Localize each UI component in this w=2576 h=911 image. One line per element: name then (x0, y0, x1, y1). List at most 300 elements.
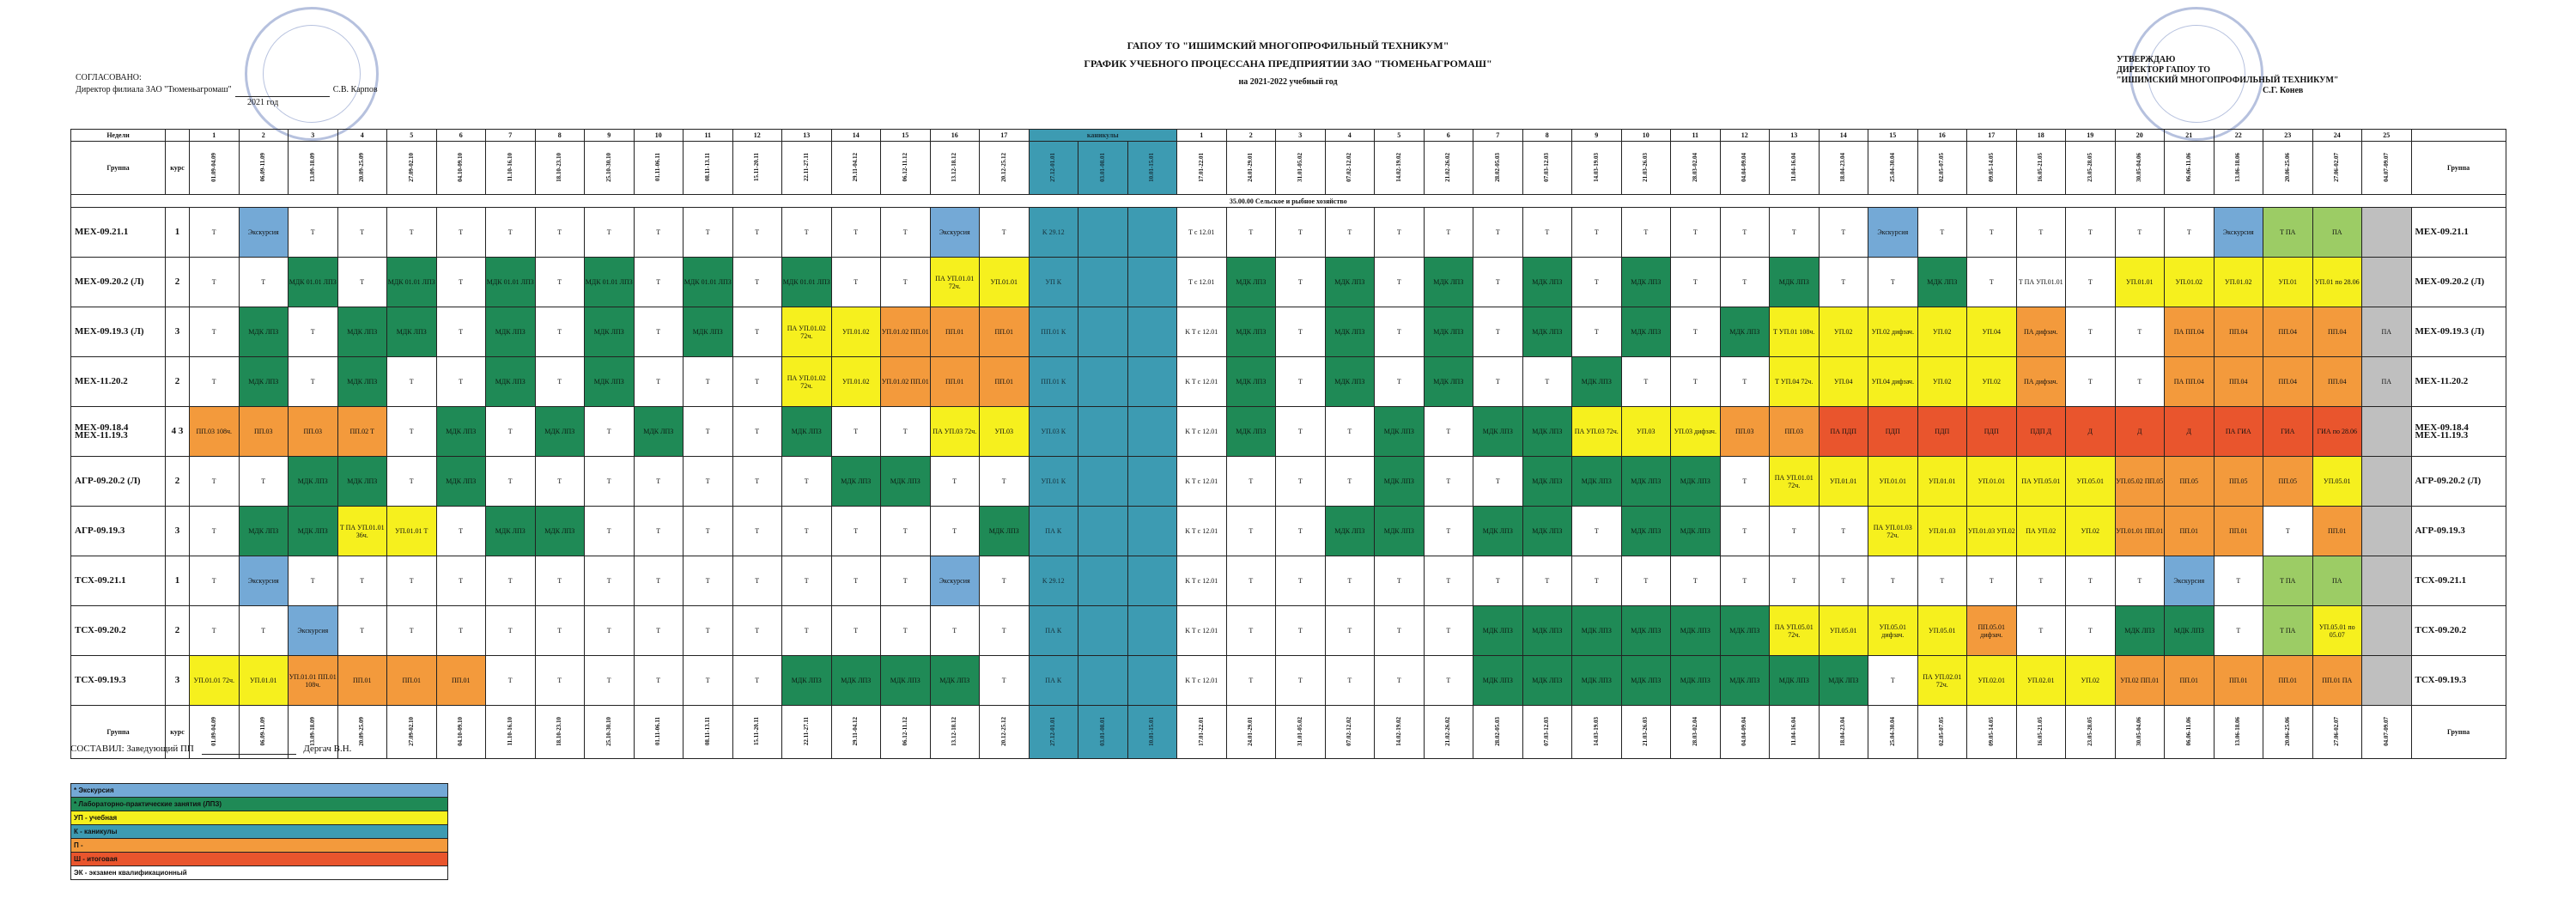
week-date-footer (436, 706, 486, 759)
approved-name: С.Г. Конев (2263, 86, 2304, 95)
schedule-cell: T (1325, 208, 1375, 258)
week-date-footer (1375, 706, 1425, 759)
schedule-cell: МДК ЛПЗ (1720, 307, 1770, 357)
week-date-footer-text: 20.12-25.12 (999, 716, 1007, 746)
schedule-cell: T (1522, 357, 1572, 407)
schedule-cell: МДК ЛПЗ (1522, 258, 1572, 307)
schedule-cell: T (1671, 556, 1721, 606)
week-date (1473, 142, 1523, 195)
schedule-cell: T (1473, 307, 1523, 357)
schedule-cell: МДК ЛПЗ (387, 307, 437, 357)
schedule-cell: T (387, 457, 437, 507)
schedule-cell: T (2016, 606, 2066, 656)
week-date-footer (2214, 706, 2263, 759)
week-date (2066, 142, 2116, 195)
schedule-cell: T (1325, 656, 1375, 706)
schedule-cell: T (980, 457, 1030, 507)
schedule-cell: МДК ЛПЗ (585, 307, 635, 357)
schedule-cell: ПП.05 (2165, 457, 2215, 507)
schedule-cell: T (1325, 457, 1375, 507)
schedule-cell: T (1276, 457, 1326, 507)
week-date-footer (683, 706, 733, 759)
schedule-cell: T (732, 258, 782, 307)
schedule-cell: МДК ЛПЗ (1522, 656, 1572, 706)
schedule-cell: МДК ЛПЗ (1424, 258, 1473, 307)
schedule-cell: МДК ЛПЗ (1621, 507, 1671, 556)
schedule-cell: УП.02 (2066, 656, 2116, 706)
approved-title: УТВЕРЖДАЮ (2117, 55, 2176, 64)
week-date-footer-text: 04.04-09.04 (1741, 716, 1748, 746)
schedule-cell: T (782, 556, 832, 606)
schedule-cell: МДК ЛПЗ (1226, 407, 1276, 457)
schedule-cell: T УП.01 108ч. (1770, 307, 1820, 357)
schedule-cell (1078, 656, 1128, 706)
schedule-cell: T (634, 656, 683, 706)
schedule-cell: МДК ЛПЗ (634, 407, 683, 457)
schedule-cell: T (1671, 258, 1721, 307)
week-number: 10 (634, 130, 683, 142)
week-date (980, 142, 1030, 195)
schedule-cell: T (1522, 556, 1572, 606)
schedule-cell: T (634, 357, 683, 407)
schedule-cell: МДК ЛПЗ (1621, 258, 1671, 307)
schedule-cell: T (2066, 208, 2116, 258)
schedule-cell (1078, 507, 1128, 556)
schedule-cell: УП.01.01 (980, 258, 1030, 307)
schedule-cell: T (1424, 507, 1473, 556)
week-number: 3 (289, 130, 338, 142)
schedule-cell: T (1917, 208, 1967, 258)
schedule-cell (1078, 407, 1128, 457)
week-date (1375, 142, 1425, 195)
schedule-cell: T с 12.01 (1177, 208, 1227, 258)
week-header-label: Недели (71, 130, 166, 142)
schedule-cell: T (930, 606, 980, 656)
schedule-cell: Экскурсия (930, 208, 980, 258)
schedule-cell: ПА ПДП (1819, 407, 1868, 457)
week-number: 6 (1424, 130, 1473, 142)
schedule-cell: МДК ЛПЗ (1473, 407, 1523, 457)
schedule-cell: T (436, 357, 486, 407)
schedule-cell: ПА УП.03 72ч. (930, 407, 980, 457)
schedule-cell: T (881, 556, 931, 606)
week-date-footer (2263, 706, 2313, 759)
schedule-cell (1078, 606, 1128, 656)
week-date-footer (535, 706, 585, 759)
week-date-text: 18.10-23.10 (556, 152, 563, 182)
schedule-cell: УП.05.01 (2066, 457, 2116, 507)
schedule-cell: T (1473, 556, 1523, 606)
week-date-footer-text: 27.09-02.10 (407, 716, 415, 746)
schedule-cell: T (1375, 357, 1425, 407)
week-date-text: 13.12-18.12 (951, 152, 958, 182)
week-number: 14 (831, 130, 881, 142)
week-date (190, 142, 240, 195)
schedule-cell: T (683, 507, 733, 556)
week-date-text: 06.06-11.06 (2184, 152, 2192, 182)
schedule-cell: УП.01.01 T (387, 507, 437, 556)
schedule-cell: T (436, 258, 486, 307)
schedule-cell: ПП.01 К (1029, 307, 1078, 357)
schedule-cell: T (732, 407, 782, 457)
schedule-cell: МДК 01.01 ЛПЗ (387, 258, 437, 307)
schedule-cell: МДК ЛПЗ (1522, 457, 1572, 507)
week-date-footer (1671, 706, 1721, 759)
week-date-text: 09.05-14.05 (1987, 152, 1995, 182)
week-date-text: 29.11-04.12 (852, 152, 860, 182)
week-number: 13 (1770, 130, 1820, 142)
week-number: 15 (1868, 130, 1918, 142)
week-date-footer (1522, 706, 1572, 759)
week-date-footer (1029, 706, 1078, 759)
schedule-cell: T (2165, 208, 2215, 258)
group-name-right: ТСХ-09.21.1 (2411, 556, 2506, 606)
week-date-text: 21.02-26.02 (1444, 152, 1452, 182)
schedule-cell: T (1572, 507, 1622, 556)
schedule-cell: K 29.12 (1029, 556, 1078, 606)
week-date-footer (1770, 706, 1820, 759)
schedule-cell: T (1967, 258, 2017, 307)
schedule-cell (1127, 407, 1177, 457)
group-name: МЕХ-11.20.2 (71, 357, 166, 407)
schedule-cell: T (387, 357, 437, 407)
week-date (1967, 142, 2017, 195)
schedule-cell: МДК ЛПЗ (1572, 457, 1622, 507)
schedule-cell (1127, 307, 1177, 357)
week-date-text: 04.04-09.04 (1741, 152, 1748, 182)
schedule-cell: T (1473, 457, 1523, 507)
schedule-cell: T (585, 556, 635, 606)
week-date (289, 142, 338, 195)
agreed-position: Директор филиала ЗАО "Тюменьагромаш" (76, 85, 232, 94)
schedule-cell: Экскурсия (239, 208, 289, 258)
schedule-cell (2362, 208, 2412, 258)
schedule-cell: T (1375, 656, 1425, 706)
schedule-cell: T (190, 307, 240, 357)
schedule-cell: ГИА по 28.06 (2312, 407, 2362, 457)
schedule-cell: МДК ЛПЗ (1375, 507, 1425, 556)
week-date-text: 27.06-02.07 (2333, 152, 2341, 182)
schedule-cell: T (289, 556, 338, 606)
schedule-cell: ПП.01 К (1029, 357, 1078, 407)
week-number: 5 (1375, 130, 1425, 142)
schedule-cell: ПП.04 (2312, 357, 2362, 407)
schedule-cell (1127, 556, 1177, 606)
schedule-cell: МДК ЛПЗ (1770, 656, 1820, 706)
schedule-cell: T (1572, 556, 1622, 606)
schedule-cell: T (1473, 258, 1523, 307)
schedule-cell: ПП.01 (2165, 507, 2215, 556)
schedule-cell: МДК ЛПЗ (1621, 656, 1671, 706)
schedule-cell: T (1770, 556, 1820, 606)
schedule-cell: УП.01.02 (2165, 258, 2215, 307)
schedule-cell: T (2115, 307, 2165, 357)
schedule-cell: T (1226, 208, 1276, 258)
schedule-cell: Экскурсия (239, 556, 289, 606)
week-date-footer-text: 11.04-16.04 (1789, 716, 1797, 746)
schedule-cell: Экскурсия (2214, 208, 2263, 258)
schedule-cell: T (1226, 656, 1276, 706)
schedule-cell: T (1868, 556, 1918, 606)
schedule-cell: ПА УП.01.01 72ч. (1770, 457, 1820, 507)
schedule-cell: МДК ЛПЗ (1917, 258, 1967, 307)
agreed-year: 2021 год (247, 98, 279, 107)
week-date-footer (2115, 706, 2165, 759)
schedule-cell: ПП.01 (980, 357, 1030, 407)
schedule-cell: T (2115, 357, 2165, 407)
week-number: 4 (1325, 130, 1375, 142)
schedule-cell: T (1868, 656, 1918, 706)
week-date-footer (585, 706, 635, 759)
legend-item: УП - учебная (71, 811, 448, 825)
schedule-cell: ПП.03 (1720, 407, 1770, 457)
week-date-footer (732, 706, 782, 759)
week-date-footer-text: 18.04-23.04 (1839, 716, 1847, 746)
group-name: МЕХ-09.20.2 (Л) (71, 258, 166, 307)
legend-item: ЭК - экзамен квалификационный (71, 866, 448, 880)
schedule-cell: T (387, 407, 437, 457)
schedule-cell: T (436, 507, 486, 556)
week-number: 24 (2312, 130, 2362, 142)
legend-item: П - (71, 839, 448, 853)
schedule-cell: ПА (2312, 208, 2362, 258)
schedule-cell: T (1276, 208, 1326, 258)
schedule-cell: УП.03 (1621, 407, 1671, 457)
week-number: 21 (2165, 130, 2215, 142)
week-number: 17 (980, 130, 1030, 142)
week-date-footer-text: 01.09-04.09 (210, 716, 217, 746)
week-date-footer (980, 706, 1030, 759)
schedule-cell: МДК 01.01 ЛПЗ (486, 258, 536, 307)
schedule-cell: T (1671, 307, 1721, 357)
schedule-cell: МДК ЛПЗ (1522, 606, 1572, 656)
schedule-cell (2362, 507, 2412, 556)
schedule-cell: T (1819, 258, 1868, 307)
schedule-cell: K T с 12.01 (1177, 656, 1227, 706)
course-number: 4 3 (166, 407, 190, 457)
schedule-cell: T (2066, 556, 2116, 606)
week-header-blank (166, 130, 190, 142)
week-number: 7 (1473, 130, 1523, 142)
week-number: 3 (1276, 130, 1326, 142)
schedule-cell: T (1276, 307, 1326, 357)
schedule-cell: ПА УП.05.01 72ч. (1770, 606, 1820, 656)
schedule-cell: T ПА (2263, 208, 2313, 258)
week-date-footer-text: 27.06-02.07 (2333, 716, 2341, 746)
week-date (1078, 142, 1128, 195)
week-date-text: 31.01-05.02 (1296, 152, 1303, 182)
schedule-row (71, 606, 2506, 656)
week-date (1770, 142, 1820, 195)
schedule-cell: ПДП (1917, 407, 1967, 457)
course-number: 2 (166, 457, 190, 507)
week-date-footer-text: 02.05-07.05 (1938, 716, 1946, 746)
schedule-cell: УП.05.01 (1917, 606, 1967, 656)
schedule-cell: ПП.03 (289, 407, 338, 457)
schedule-cell: МДК 01.01 ЛПЗ (683, 258, 733, 307)
schedule-row (71, 556, 2506, 606)
schedule-cell: ПП.01 ПА (2312, 656, 2362, 706)
schedule-cell: ПП.03 (1770, 407, 1820, 457)
week-date (1572, 142, 1622, 195)
schedule-cell: T (1424, 656, 1473, 706)
week-date-footer (782, 706, 832, 759)
schedule-cell: T (1325, 606, 1375, 656)
schedule-cell: МДК ЛПЗ (289, 457, 338, 507)
schedule-cell (1127, 258, 1177, 307)
schedule-cell: T (831, 606, 881, 656)
week-date-footer-text: 18.10-23.10 (556, 716, 563, 746)
schedule-cell: МДК ЛПЗ (1375, 407, 1425, 457)
week-number: 8 (535, 130, 585, 142)
week-date (1819, 142, 1868, 195)
schedule-cell (2362, 457, 2412, 507)
schedule-cell: T (1276, 556, 1326, 606)
schedule-cell: T (1276, 407, 1326, 457)
schedule-cell: МДК ЛПЗ (1226, 357, 1276, 407)
schedule-cell: ПП.01 (930, 307, 980, 357)
schedule-cell: МДК ЛПЗ (486, 307, 536, 357)
schedule-cell: Экскурсия (930, 556, 980, 606)
schedule-cell: T (190, 357, 240, 407)
schedule-cell: T (930, 457, 980, 507)
schedule-cell: T (634, 208, 683, 258)
schedule-cell: ПА К (1029, 606, 1078, 656)
week-date (2016, 142, 2066, 195)
schedule-cell: УП.05.01 дифзач. (1868, 606, 1918, 656)
schedule-cell: МДК ЛПЗ (1473, 656, 1523, 706)
group-name-right: МЕХ-11.20.2 (2411, 357, 2506, 407)
group-name: МЕХ-09.19.3 (Л) (71, 307, 166, 357)
schedule-cell: УП.01.01 (2115, 258, 2165, 307)
group-header: Группа (71, 142, 166, 195)
week-number: 11 (683, 130, 733, 142)
schedule-cell: УП.02 дифзач. (1868, 307, 1918, 357)
week-date-footer (2066, 706, 2116, 759)
schedule-cell: T (732, 656, 782, 706)
week-date-footer-text: 27.12-01.01 (1049, 716, 1057, 746)
schedule-cell: T (1770, 208, 1820, 258)
week-date-footer-text: 11.10-16.10 (506, 716, 513, 746)
schedule-cell: УП.02 (2066, 507, 2116, 556)
schedule-cell: T (289, 307, 338, 357)
schedule-cell: T (683, 556, 733, 606)
schedule-cell: МДК ЛПЗ (1720, 606, 1770, 656)
schedule-cell: МДК ЛПЗ (2165, 606, 2215, 656)
compiled-label: СОСТАВИЛ: (70, 744, 125, 754)
schedule-cell: T (1720, 556, 1770, 606)
schedule-cell: T (535, 656, 585, 706)
schedule-cell: ПА (2362, 357, 2412, 407)
week-date-text: 11.10-16.10 (506, 152, 513, 182)
schedule-cell: T (190, 258, 240, 307)
week-date-footer-text: 13.12-18.12 (951, 716, 958, 746)
schedule-cell: МДК ЛПЗ (337, 357, 387, 407)
week-date-text: 04.07-09.07 (2382, 152, 2390, 182)
week-date-footer (2016, 706, 2066, 759)
schedule-cell: УП.01.01 (1819, 457, 1868, 507)
week-date-footer-text: 24.01-29.01 (1247, 716, 1255, 746)
schedule-cell: T (2263, 507, 2313, 556)
week-date-text: 27.09-02.10 (407, 152, 415, 182)
week-date-footer-text: 28.03-02.04 (1691, 716, 1698, 746)
schedule-cell: ПА К (1029, 656, 1078, 706)
schedule-cell: T (831, 507, 881, 556)
schedule-cell: T (436, 606, 486, 656)
schedule-cell: T (585, 407, 635, 457)
schedule-cell: T (634, 457, 683, 507)
group-name-right: МЕХ-09.21.1 (2411, 208, 2506, 258)
schedule-cell: T (1375, 258, 1425, 307)
week-date (1868, 142, 1918, 195)
week-number: 17 (1967, 130, 2017, 142)
compiled-position: Заведующий ПП (126, 744, 194, 754)
schedule-cell: T (1226, 556, 1276, 606)
schedule-cell: T (1819, 507, 1868, 556)
week-date-footer (831, 706, 881, 759)
schedule-cell: T (1276, 656, 1326, 706)
schedule-cell: T (1424, 407, 1473, 457)
week-date-footer-text: 21.03-26.03 (1642, 716, 1649, 746)
schedule-cell: T (980, 208, 1030, 258)
schedule-cell: T (2066, 307, 2116, 357)
week-date (535, 142, 585, 195)
schedule-cell: T (190, 556, 240, 606)
week-date (732, 142, 782, 195)
schedule-cell: Д (2165, 407, 2215, 457)
course-number: 2 (166, 258, 190, 307)
schedule-cell: T (732, 606, 782, 656)
week-date-footer (486, 706, 536, 759)
schedule-cell: T (2214, 606, 2263, 656)
schedule-cell: УП.02 (1917, 307, 1967, 357)
schedule-cell: ПП.01 (387, 656, 437, 706)
schedule-cell: МДК ЛПЗ (881, 457, 931, 507)
week-number: 18 (2016, 130, 2066, 142)
week-date-footer (1819, 706, 1868, 759)
week-date (1325, 142, 1375, 195)
schedule-cell: УП К (1029, 258, 1078, 307)
week-date-text: 02.05-07.05 (1938, 152, 1946, 182)
schedule-cell: T (1967, 556, 2017, 606)
schedule-cell: T (2115, 556, 2165, 606)
schedule-cell: T ПА (2263, 606, 2313, 656)
week-date-text: 17.01-22.01 (1197, 152, 1205, 182)
schedule-cell: МДК ЛПЗ (337, 457, 387, 507)
schedule-cell: МДК ЛПЗ (930, 656, 980, 706)
week-number: 9 (1572, 130, 1622, 142)
schedule-cell: МДК ЛПЗ (1375, 457, 1425, 507)
week-date (2312, 142, 2362, 195)
week-date (337, 142, 387, 195)
schedule-cell: МДК ЛПЗ (1424, 357, 1473, 407)
week-number: 14 (1819, 130, 1868, 142)
schedule-cell: T (1720, 357, 1770, 407)
schedule-cell: ПА УП.01.03 72ч. (1868, 507, 1918, 556)
schedule-cell (2362, 258, 2412, 307)
schedule-cell: T (2016, 556, 2066, 606)
schedule-cell: МДК ЛПЗ (535, 407, 585, 457)
schedule-cell: ПП.05 (2263, 457, 2313, 507)
schedule-cell: T (782, 606, 832, 656)
schedule-cell: МДК ЛПЗ (1226, 258, 1276, 307)
week-date-footer (1424, 706, 1473, 759)
schedule-cell (1127, 606, 1177, 656)
schedule-cell: УП.01.02 ПП.01 (881, 357, 931, 407)
schedule-cell: МДК ЛПЗ (831, 656, 881, 706)
week-date (881, 142, 931, 195)
course-header: курс (166, 142, 190, 195)
